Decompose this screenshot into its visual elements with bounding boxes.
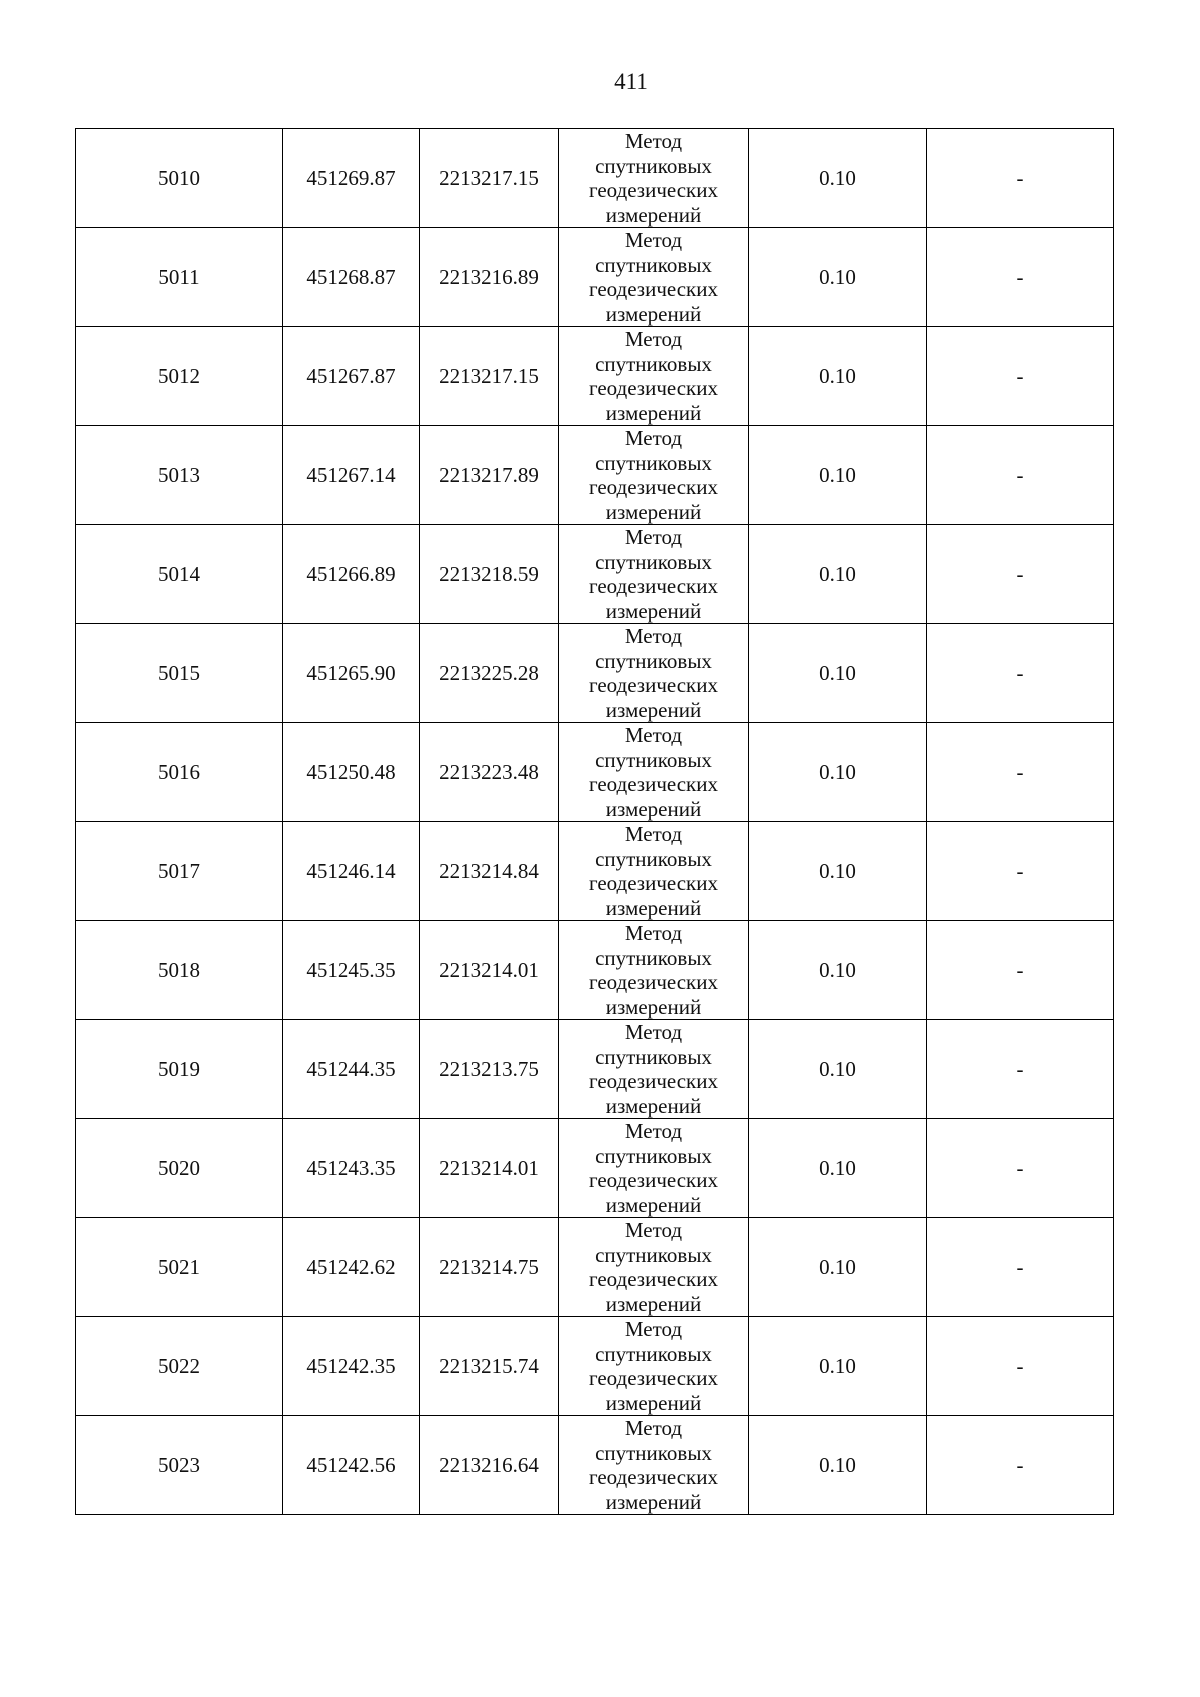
method-cell [559, 921, 749, 1020]
method-text-line: Метод [624, 327, 683, 351]
method-text-line: Метод [624, 624, 683, 648]
accuracy-cell: 0.10 [749, 228, 927, 327]
method-text-line: геодезических [588, 1168, 718, 1192]
method-text-line: Метод [624, 129, 683, 153]
table-row [76, 921, 1114, 1020]
method-text-line: измерений [605, 796, 702, 821]
method-text-line: геодезических [588, 673, 718, 697]
coordinate-y-cell: 2213218.59 [420, 525, 559, 624]
coordinate-y-cell: 2213214.75 [420, 1218, 559, 1317]
note-cell: - [927, 1416, 1114, 1515]
coordinates-table [75, 128, 1114, 1515]
coordinate-y-cell: 2213216.89 [420, 228, 559, 327]
method-text-line: спутниковых [595, 1044, 712, 1069]
coordinate-x-cell: 451246.14 [283, 822, 420, 921]
coordinate-y-cell: 2213217.15 [420, 327, 559, 426]
method-cell [559, 1218, 749, 1317]
note-cell: - [927, 624, 1114, 723]
accuracy-cell: 0.10 [749, 1416, 927, 1515]
point-number-cell: 5023 [76, 1416, 283, 1515]
accuracy-cell: 0.10 [749, 1119, 927, 1218]
point-number-cell: 5019 [76, 1020, 283, 1119]
accuracy-cell: 0.10 [749, 921, 927, 1020]
method-text-line: измерений [605, 1291, 702, 1316]
method-text-line: геодезических [588, 1465, 718, 1489]
method-text-line: измерений [605, 1192, 702, 1217]
method-text-line: геодезических [588, 1366, 718, 1390]
note-cell: - [927, 129, 1114, 228]
method-text-line: измерений [605, 697, 702, 722]
coordinate-y-cell: 2213215.74 [420, 1317, 559, 1416]
coordinate-y-cell: 2213214.01 [420, 921, 559, 1020]
page-number: 411 [614, 69, 648, 94]
coordinate-y-cell: 2213217.15 [420, 129, 559, 228]
table-row [76, 1317, 1114, 1416]
method-text-line: спутниковых [595, 1143, 712, 1168]
method-text-line: спутниковых [595, 153, 712, 178]
note-cell: - [927, 822, 1114, 921]
coordinate-y-cell: 2213217.89 [420, 426, 559, 525]
method-text-line: геодезических [588, 376, 718, 400]
coordinate-x-cell: 451245.35 [283, 921, 420, 1020]
note-cell: - [927, 921, 1114, 1020]
method-cell [559, 1317, 749, 1416]
method-text-line: геодезических [588, 574, 718, 598]
method-text-line: измерений [605, 202, 702, 227]
note-cell: - [927, 1119, 1114, 1218]
method-text-line: Метод [624, 1218, 683, 1242]
method-text-line: геодезических [588, 772, 718, 796]
method-text-line: спутниковых [595, 1440, 712, 1465]
table-row [76, 129, 1114, 228]
table-row [76, 624, 1114, 723]
point-number-cell: 5014 [76, 525, 283, 624]
method-text-line: Метод [624, 1020, 683, 1044]
coordinate-y-cell: 2213214.01 [420, 1119, 559, 1218]
method-text-line: Метод [624, 525, 683, 549]
method-text-line: геодезических [588, 1069, 718, 1093]
accuracy-cell: 0.10 [749, 426, 927, 525]
note-cell: - [927, 228, 1114, 327]
method-text-line: геодезических [588, 970, 718, 994]
point-number-cell: 5010 [76, 129, 283, 228]
note-cell: - [927, 1020, 1114, 1119]
method-text-line: спутниковых [595, 747, 712, 772]
coordinate-x-cell: 451242.35 [283, 1317, 420, 1416]
coordinate-x-cell: 451244.35 [283, 1020, 420, 1119]
point-number-cell: 5021 [76, 1218, 283, 1317]
method-text-line: спутниковых [595, 846, 712, 871]
method-cell [559, 327, 749, 426]
point-number-cell: 5022 [76, 1317, 283, 1416]
method-cell [559, 426, 749, 525]
method-cell [559, 822, 749, 921]
coordinate-x-cell: 451265.90 [283, 624, 420, 723]
method-cell [559, 525, 749, 624]
method-text-line: спутниковых [595, 252, 712, 277]
note-cell: - [927, 1317, 1114, 1416]
method-text-line: геодезических [588, 871, 718, 895]
method-text-line: Метод [624, 723, 683, 747]
method-text-line: спутниковых [595, 549, 712, 574]
note-cell: - [927, 723, 1114, 822]
accuracy-cell: 0.10 [749, 822, 927, 921]
coordinate-y-cell: 2213216.64 [420, 1416, 559, 1515]
point-number-cell: 5016 [76, 723, 283, 822]
method-text-line: Метод [624, 1119, 683, 1143]
point-number-cell: 5011 [76, 228, 283, 327]
method-cell [559, 228, 749, 327]
point-number-cell: 5018 [76, 921, 283, 1020]
point-number-cell: 5012 [76, 327, 283, 426]
method-text-line: спутниковых [595, 351, 712, 376]
coordinate-y-cell: 2213214.84 [420, 822, 559, 921]
method-text-line: измерений [605, 400, 702, 425]
point-number-cell: 5013 [76, 426, 283, 525]
coordinate-x-cell: 451266.89 [283, 525, 420, 624]
method-text-line: измерений [605, 1093, 702, 1118]
method-text-line: измерений [605, 499, 702, 524]
table-row [76, 1416, 1114, 1515]
note-cell: - [927, 426, 1114, 525]
table-row [76, 1020, 1114, 1119]
method-text-line: Метод [624, 426, 683, 450]
table-row [76, 1218, 1114, 1317]
accuracy-cell: 0.10 [749, 1317, 927, 1416]
method-text-line: геодезических [588, 475, 718, 499]
method-cell [559, 129, 749, 228]
table-row [76, 426, 1114, 525]
method-text-line: спутниковых [595, 1341, 712, 1366]
coordinate-x-cell: 451269.87 [283, 129, 420, 228]
accuracy-cell: 0.10 [749, 129, 927, 228]
method-text-line: измерений [605, 301, 702, 326]
method-text-line: Метод [624, 1416, 683, 1440]
method-text-line: спутниковых [595, 450, 712, 475]
method-text-line: геодезических [588, 277, 718, 301]
coordinate-x-cell: 451267.87 [283, 327, 420, 426]
coordinates-table-body [76, 129, 1114, 1515]
method-text-line: Метод [624, 822, 683, 846]
method-text-line: измерений [605, 1489, 702, 1514]
table-row [76, 1119, 1114, 1218]
method-text-line: спутниковых [595, 648, 712, 673]
table-row [76, 822, 1114, 921]
accuracy-cell: 0.10 [749, 327, 927, 426]
coordinate-x-cell: 451242.62 [283, 1218, 420, 1317]
method-text-line: геодезических [588, 1267, 718, 1291]
method-cell [559, 624, 749, 723]
accuracy-cell: 0.10 [749, 525, 927, 624]
method-text-line: спутниковых [595, 945, 712, 970]
point-number-cell: 5017 [76, 822, 283, 921]
coordinate-x-cell: 451242.56 [283, 1416, 420, 1515]
method-text-line: Метод [624, 1317, 683, 1341]
coordinate-x-cell: 451243.35 [283, 1119, 420, 1218]
table-row [76, 228, 1114, 327]
coordinate-y-cell: 2213213.75 [420, 1020, 559, 1119]
method-text-line: измерений [605, 1390, 702, 1415]
method-cell [559, 723, 749, 822]
method-text-line: Метод [624, 921, 683, 945]
point-number-cell: 5020 [76, 1119, 283, 1218]
coordinate-y-cell: 2213225.28 [420, 624, 559, 723]
accuracy-cell: 0.10 [749, 624, 927, 723]
point-number-cell: 5015 [76, 624, 283, 723]
accuracy-cell: 0.10 [749, 1218, 927, 1317]
method-text-line: спутниковых [595, 1242, 712, 1267]
note-cell: - [927, 327, 1114, 426]
coordinate-y-cell: 2213223.48 [420, 723, 559, 822]
method-text-line: геодезических [588, 178, 718, 202]
method-cell [559, 1416, 749, 1515]
accuracy-cell: 0.10 [749, 1020, 927, 1119]
method-text-line: измерений [605, 598, 702, 623]
coordinate-x-cell: 451267.14 [283, 426, 420, 525]
coordinate-x-cell: 451250.48 [283, 723, 420, 822]
note-cell: - [927, 525, 1114, 624]
method-cell [559, 1119, 749, 1218]
method-text-line: измерений [605, 994, 702, 1019]
table-row [76, 723, 1114, 822]
note-cell: - [927, 1218, 1114, 1317]
accuracy-cell: 0.10 [749, 723, 927, 822]
table-row [76, 525, 1114, 624]
coordinate-x-cell: 451268.87 [283, 228, 420, 327]
method-text-line: Метод [624, 228, 683, 252]
method-text-line: измерений [605, 895, 702, 920]
table-row [76, 327, 1114, 426]
method-cell [559, 1020, 749, 1119]
